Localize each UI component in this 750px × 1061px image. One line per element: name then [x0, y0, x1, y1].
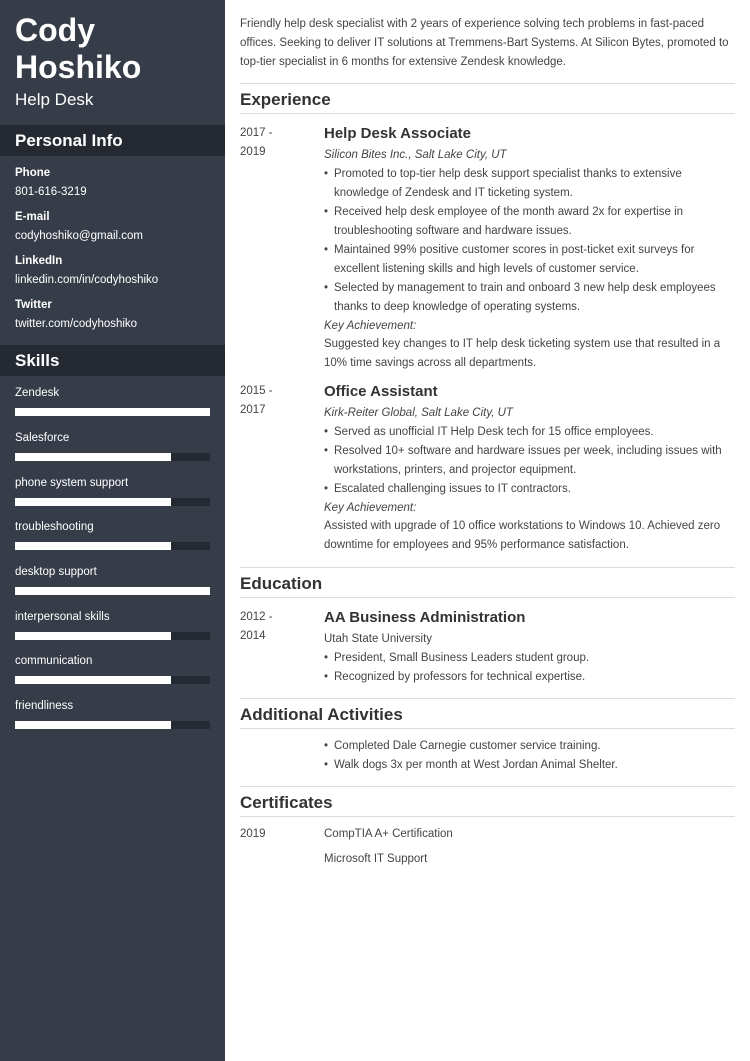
key-achievement-text: Assisted with upgrade of 10 office workstations to Windows 10. Achieved zero downtime for employees and 95% performance satisfaction. — [324, 520, 721, 551]
skill-bar-fill — [15, 632, 171, 640]
experience-heading: Experience — [240, 83, 735, 114]
list-item: • Promoted to top-tier help desk support specialist thanks to extensive knowledge of Zendesk and IT ticketing system. — [324, 165, 735, 203]
list-item: • Recognized by professors for technical expertise. — [324, 668, 735, 687]
email-value: codyhoshiko@gmail.com — [15, 230, 144, 242]
sidebar — [0, 0, 225, 1061]
linkedin-value: linkedin.com/in/codyhoshiko — [15, 274, 159, 286]
list-item: • Received help desk employee of the month award 2x for expertise in troubleshooting software and hardware issues. — [324, 203, 735, 241]
list-item: • Maintained 99% positive customer scores in post-ticket exit surveys for excellent listening skills and high levels of customer service. — [324, 241, 735, 279]
twitter-value: twitter.com/codyhoshiko — [15, 318, 138, 330]
skill-bar — [15, 408, 210, 416]
skill-bar-fill — [15, 587, 210, 595]
skill-bar — [15, 498, 210, 506]
skill-bar — [15, 587, 210, 595]
skill-label: communication — [15, 655, 93, 667]
job-date: 2017 - 2019 — [240, 127, 273, 158]
job-bullets — [324, 165, 735, 317]
job-title: Office Assistant — [324, 383, 438, 400]
phone-label: Phone — [15, 167, 51, 179]
skill-bar-fill — [15, 542, 171, 550]
certificate-year: 2019 — [240, 828, 266, 840]
education-bullets — [324, 649, 735, 687]
skill-label: friendliness — [15, 700, 74, 712]
certificates-heading: Certificates — [240, 786, 735, 817]
school-name: Utah State University — [324, 633, 433, 645]
skill-bar — [15, 676, 210, 684]
list-item: • Served as unofficial IT Help Desk tech for 15 office employees. — [324, 423, 735, 442]
list-item: • Selected by management to train and onboard 3 new help desk employees thanks to deep knowledge of operating systems. — [324, 279, 735, 317]
skill-label: Zendesk — [15, 387, 60, 399]
skill-bar-fill — [15, 721, 171, 729]
list-item: • Resolved 10+ software and hardware issues per week, including issues with workstations, printers, and projector equipment. — [324, 442, 735, 480]
skill-bar-fill — [15, 676, 171, 684]
key-achievement-label: Key Achievement: — [324, 320, 417, 332]
email-label: E-mail — [15, 211, 50, 223]
skill-bar — [15, 542, 210, 550]
skill-label: Salesforce — [15, 432, 70, 444]
skill-bar-fill — [15, 498, 171, 506]
activities-bullets — [324, 737, 735, 775]
key-achievement-text: Suggested key changes to IT help desk ticketing system use that resulted in a 10% time savings across all departments. — [324, 338, 721, 369]
skill-label: troubleshooting — [15, 521, 94, 533]
job-date: 2015 - 2017 — [240, 385, 273, 416]
job-bullets — [324, 423, 735, 499]
first-name: Cody — [15, 12, 95, 48]
list-item: • President, Small Business Leaders student group. — [324, 649, 735, 668]
linkedin-label: LinkedIn — [15, 255, 63, 267]
skill-bar — [15, 453, 210, 461]
list-item: • Completed Dale Carnegie customer service training. — [324, 737, 735, 756]
job-title: Help Desk Associate — [324, 125, 472, 142]
candidate-role: Help Desk — [15, 90, 94, 109]
skills-heading: Skills — [0, 345, 225, 376]
personal-info-heading: Personal Info — [0, 125, 225, 156]
skill-label: phone system support — [15, 477, 129, 489]
twitter-label: Twitter — [15, 299, 52, 311]
summary: Friendly help desk specialist with 2 years of experience solving tech problems in fast-paced offices. Seeking to deliver IT solutions at Tremmens-Bart Systems. At Silicon Bytes, promoted to top-tier specialist in 6 months for extensive Zendesk knowledge. — [240, 18, 729, 68]
education-date: 2012 - 2014 — [240, 611, 273, 642]
skill-label: desktop support — [15, 566, 97, 578]
candidate-name — [15, 12, 141, 86]
skill-bar — [15, 721, 210, 729]
activities-heading: Additional Activities — [240, 698, 735, 729]
skill-bar-fill — [15, 453, 171, 461]
phone-value: 801-616-3219 — [15, 186, 87, 198]
education-heading: Education — [240, 567, 735, 598]
list-item: • Escalated challenging issues to IT contractors. — [324, 480, 735, 499]
key-achievement-label: Key Achievement: — [324, 502, 417, 514]
skill-bar-fill — [15, 408, 210, 416]
skill-label: interpersonal skills — [15, 611, 110, 623]
job-employer: Silicon Bites Inc., Salt Lake City, UT — [324, 149, 507, 161]
job-employer: Kirk-Reiter Global, Salt Lake City, UT — [324, 407, 513, 419]
certificate-item: Microsoft IT Support — [324, 853, 428, 865]
skill-bar — [15, 632, 210, 640]
last-name: Hoshiko — [15, 49, 142, 85]
certificate-item: CompTIA A+ Certification — [324, 828, 453, 840]
list-item: • Walk dogs 3x per month at West Jordan Animal Shelter. — [324, 756, 735, 775]
degree-title: AA Business Administration — [324, 609, 526, 626]
